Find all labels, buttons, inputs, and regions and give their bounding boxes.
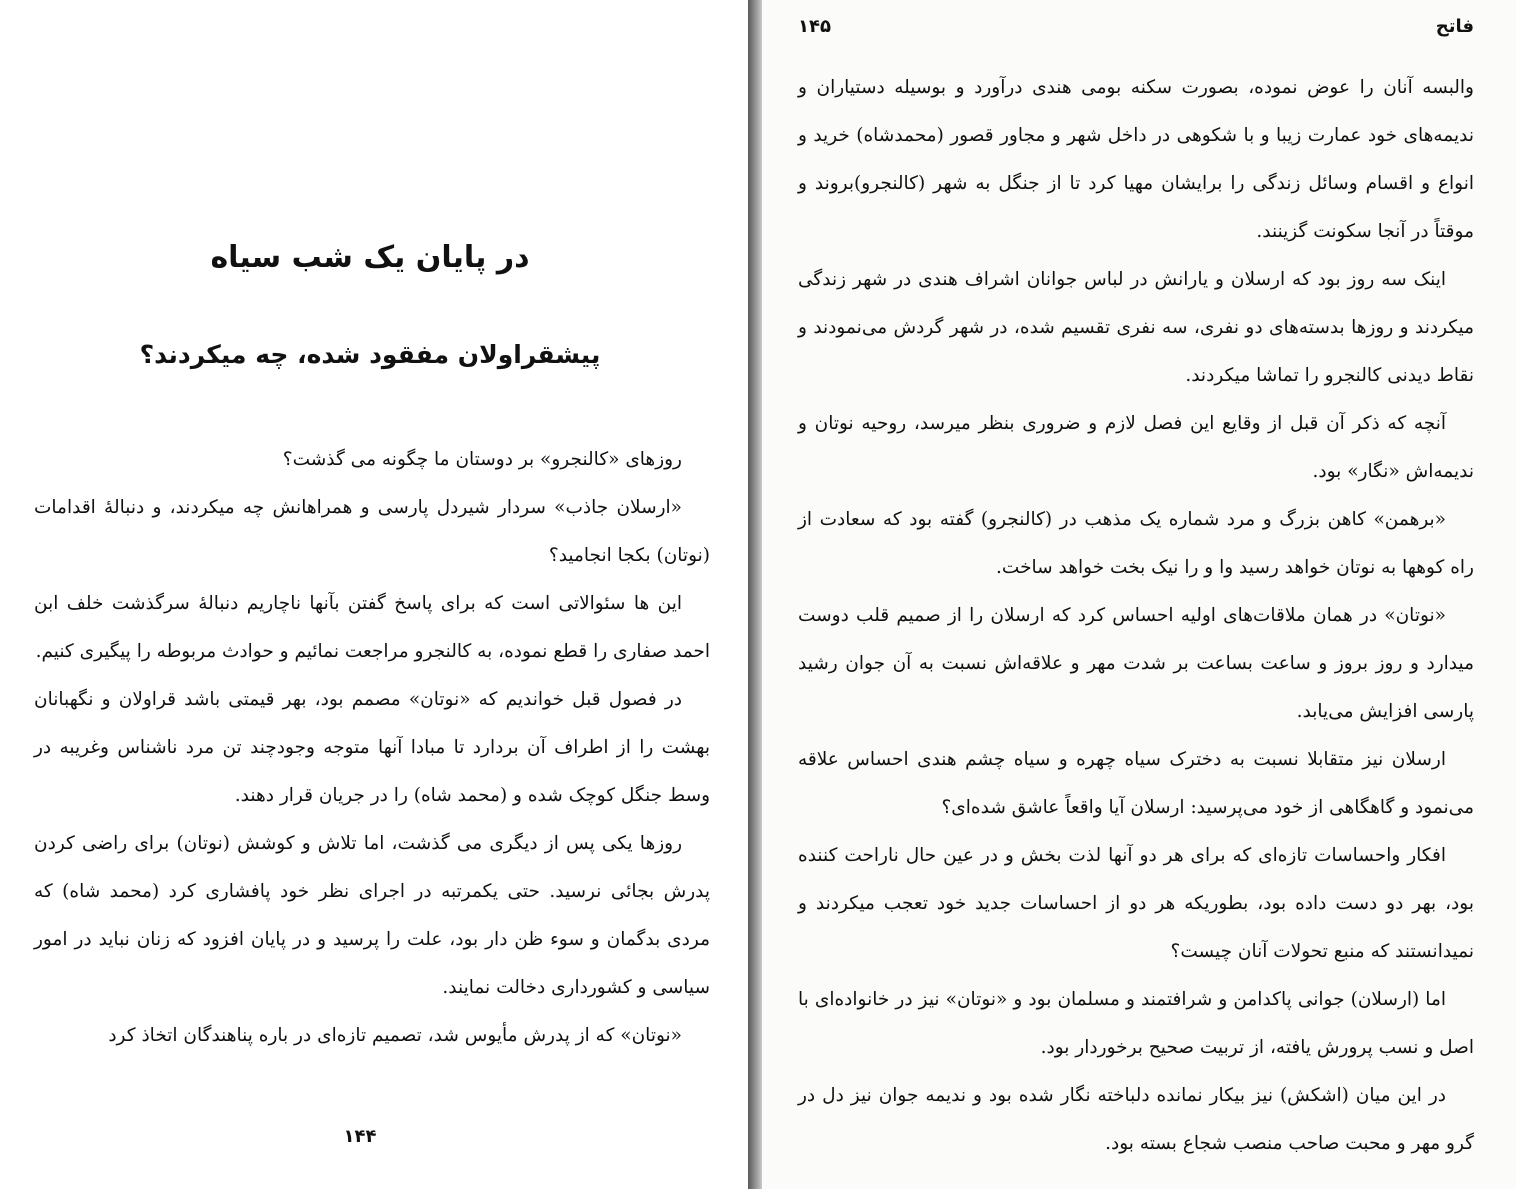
page-number: ۱۴۴ (343, 1126, 377, 1147)
paragraph: روزهای «کالنجرو» بر دوستان ما چگونه می گذشت؟ (282, 449, 682, 470)
paragraph: «نوتان» که از پدرش مأیوس شد، تصمیم تازه‌ای در باره پناهندگان اتخاذ کرد (108, 1025, 682, 1046)
running-title: فاتح (1435, 16, 1474, 37)
page-number: ۱۴۵ (798, 16, 831, 37)
paragraph: در فصول قبل خواندیم که «نوتان» مصمم بود، بهر قیمتی باشد قراولان و نگهبانان بهشت را از اطراف آن بردارد تا مبادا آنها متوجه وجودچند تن مرد ناشناس وغریبه در وسط جنگل کوچک شده و (محمد شاه) را در جریان قرار دهند. (34, 689, 710, 806)
book-gutter (748, 0, 762, 1189)
paragraph: روزها یکی پس از دیگری می گذشت، اما تلاش و کوشش (نوتان) برای راضی کردن پدرش بجائی نرسید. حتی یکمرتبه در اجرای نظر خود پافشاری کرد (محمد شاه) که مردی بدگمان و سوء ظن دار بود، علت را پرسید و در پایان افزود که زنان نباید در امور سیاسی و کشورداری دخالت نمایند. (34, 833, 710, 998)
paragraph: ارسلان نیز متقابلا نسبت به دخترک سیاه چهره و سیاه چشم هندی احساس علاقه می‌نمود و گاهگاهی از خود می‌پرسید: ارسلان آیا واقعاً عاشق شده‌ای؟ (798, 749, 1474, 818)
paragraph: این ها سئوالاتی است که برای پاسخ گفتن بآنها ناچاریم دنبالهٔ سرگذشت خلف ابن احمد صفاری را قطع نموده، به کالنجرو مراجعت نمائیم و حوادث مربوطه را پیگیری کنیم. (34, 593, 710, 662)
paragraph: افکار واحساسات تازه‌ای که برای هر دو آنها لذت بخش و در عین حال ناراحت کننده بود، بهر دو دست داده بود، بطوریکه هر دو از احساسات جدید خود تعجب میکردند و نمیدانستند که منبع تحولات آنان چیست؟ (798, 845, 1474, 962)
paragraph: آنچه که ذکر آن قبل از وقایع این فصل لازم و ضروری بنظر میرسد، روحیه نوتان و ندیمه‌اش «نگار» بود. (798, 413, 1474, 482)
right-page (762, 0, 1516, 1189)
left-page-body (34, 436, 710, 1060)
paragraph: «ارسلان جاذب» سردار شیردل پارسی و همراهانش چه میکردند، و دنبالهٔ اقدامات (نوتان) بکجا انجامید؟ (34, 497, 710, 566)
paragraph: اینک سه روز بود که ارسلان و یارانش در لباس جوانان اشراف هندی در شهر زندگی میکردند و روزها بدسته‌های دو نفری، سه نفری تقسیم شده، در شهر گردش می‌نمودند و نقاط دیدنی کالنجرو را تماشا میکردند. (798, 269, 1474, 386)
paragraph: «برهمن» کاهن بزرگ و مرد شماره یک مذهب در (کالنجرو) گفته بود که سعادت از راه کوهها به نوتان خواهد رسید وا و را نیک بخت خواهد ساخت. (798, 509, 1474, 578)
paragraph: والبسه آنان را عوض نموده، بصورت سکنه بومی هندی درآورد و بوسیله دستیاران و ندیمه‌های خود عمارت زیبا و با شکوهی در داخل شهر و مجاور قصور (محمدشاه) خرید و انواع و اقسام وسائل زندگی را برایشان مهیا کرد تا از جنگل به شهر (کالنجرو)بروند و موقتاً در آنجا سکونت گزینند. (798, 77, 1474, 242)
chapter-subtitle: پیشقراولان مفقود شده، چه میکردند؟ (139, 340, 601, 369)
paragraph: در این میان (اشکش) نیز بیکار نمانده دلباخته نگار شده بود و ندیمه جوان نیز دل در گرو مهر و محبت صاحب منصب شجاع بسته بود. (798, 1085, 1474, 1154)
chapter-title: در پایان یک شب سیاه (210, 240, 530, 275)
left-page (0, 0, 748, 1189)
right-page-body (798, 64, 1474, 1168)
paragraph: «نوتان» در همان ملاقات‌های اولیه احساس کرد که ارسلان را از صمیم قلب دوست میدارد و روز بروز و ساعت بساعت بر شدت مهر و علاقه‌اش نسبت به آن جوان رشید پارسی افزایش می‌یابد. (798, 605, 1474, 722)
paragraph: اما (ارسلان) جوانی پاکدامن و شرافتمند و مسلمان بود و «نوتان» نیز در خانواده‌ای با اصل و نسب پرورش یافته، از تربیت صحیح برخوردار بود. (798, 989, 1474, 1058)
